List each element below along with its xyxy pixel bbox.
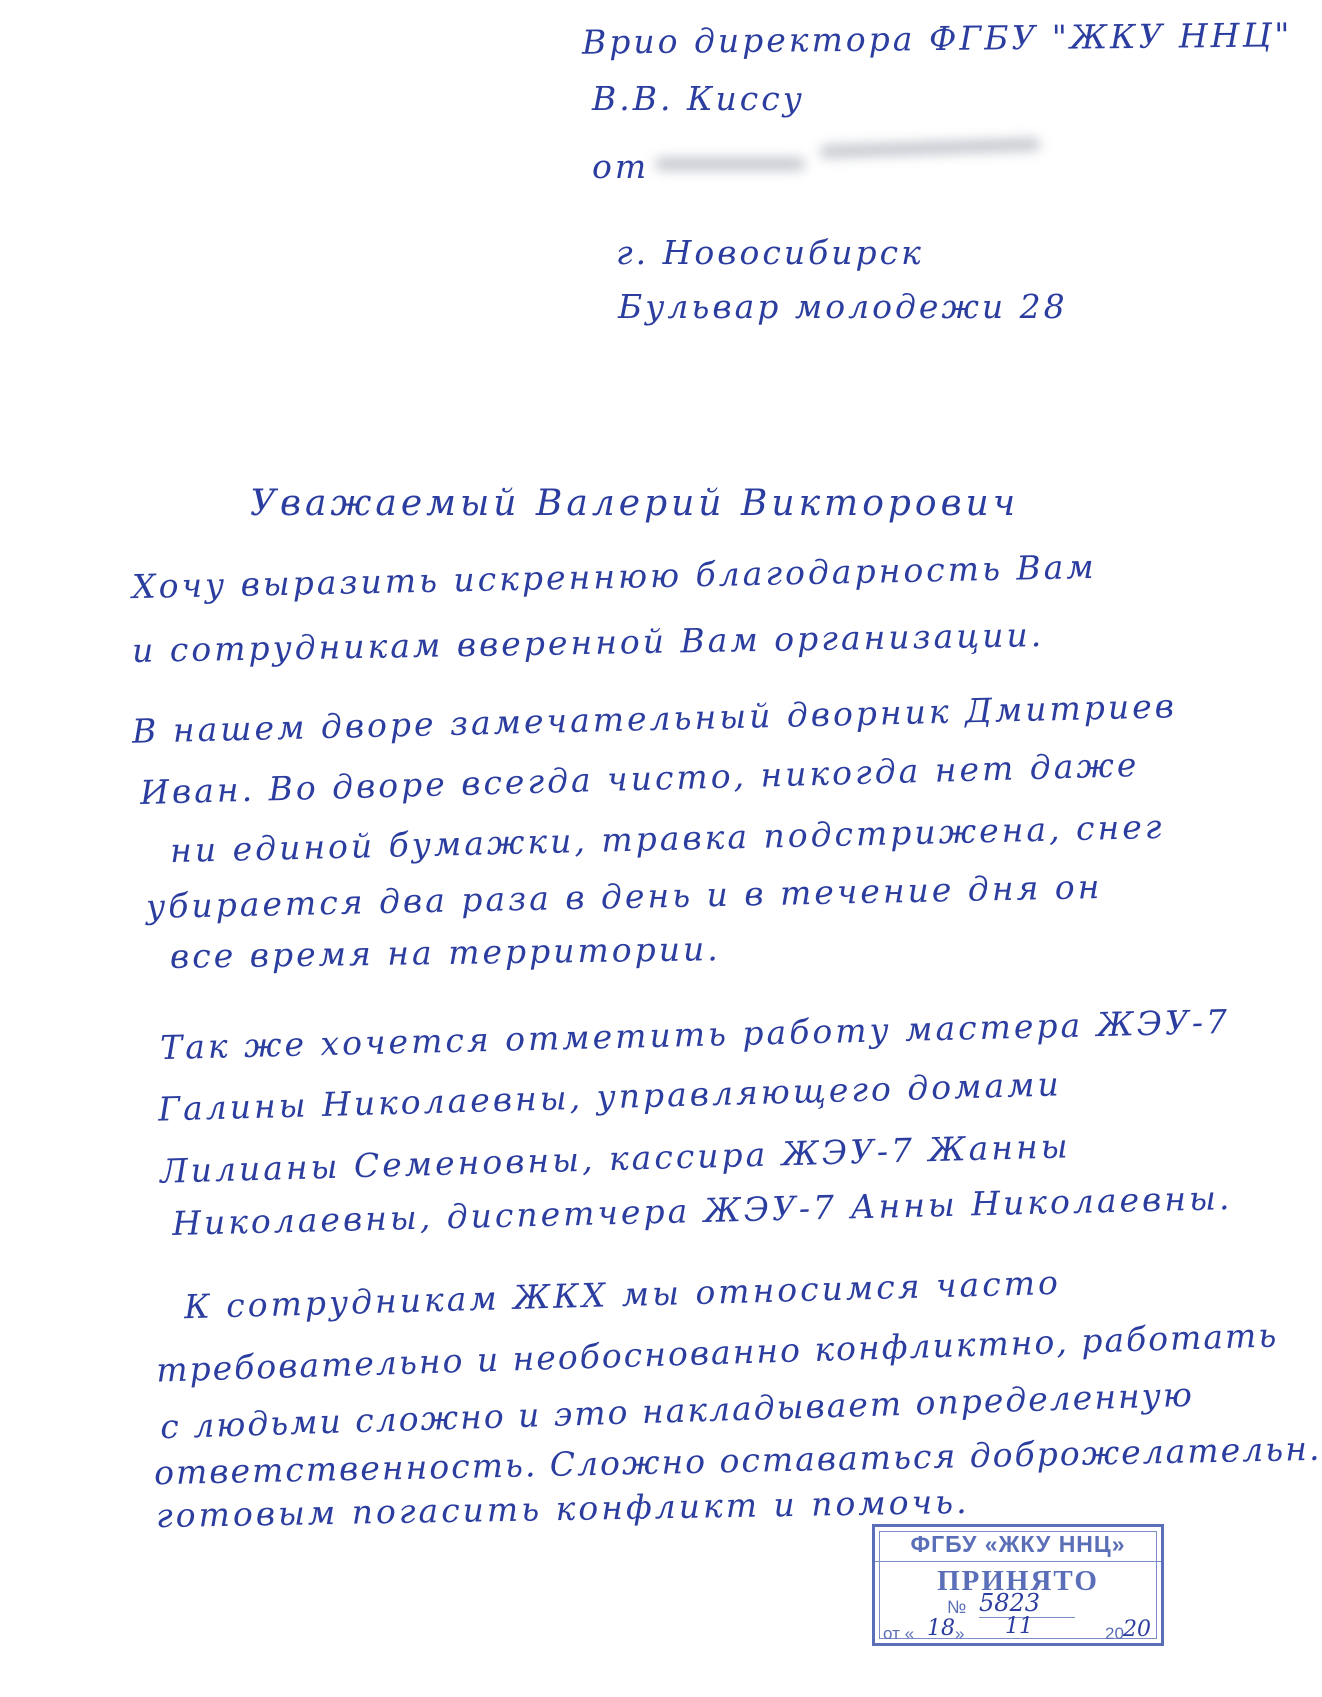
stamp-title: ПРИНЯТО [937, 1565, 1099, 1597]
paragraph-4-line-1: К сотрудникам ЖКХ мы относимся часто [183, 1262, 1062, 1327]
received-stamp [872, 1524, 1164, 1646]
paragraph-3-line-2: Галины Николаевны, управляющего домами [157, 1064, 1063, 1129]
paragraph-1-line-1: Хочу выразить искреннюю благодарность Вам [131, 546, 1098, 607]
paragraph-4-line-5: готовым погасить конфликт и помочь. [155, 1481, 970, 1536]
addressee-line-1: Врио директора ФГБУ "ЖКУ ННЦ" [581, 15, 1293, 62]
street-line: Бульвар молодежи 28 [618, 287, 1068, 326]
redacted-sender-name [655, 158, 805, 170]
redacted-sender-surname [820, 138, 1040, 158]
stamp-number-value: 5823 [979, 1589, 1075, 1618]
paragraph-3-line-4: Николаевны, диспетчера ЖЭУ-7 Анны Николаевны. [171, 1178, 1233, 1243]
stamp-year-value: 20 [1123, 1617, 1151, 1642]
paragraph-4-line-4: ответственность. Сложно оставаться доброжелательн. [153, 1428, 1322, 1493]
paragraph-4-line-2: требовательно и необоснованно конфликтно, работать [155, 1315, 1279, 1390]
city-line: г. Новосибирск [616, 233, 924, 272]
stamp-date-prefix: от « [883, 1624, 915, 1643]
paragraph-3-line-1: Так же хочется отметить работу мастера ЖЭУ-7 [159, 1001, 1231, 1068]
from-label: от [592, 147, 650, 186]
paragraph-1-line-2: и сотрудникам вверенной Вам организации. [131, 615, 1045, 670]
stamp-date-day-close: » [955, 1624, 965, 1643]
stamp-org: ФГБУ «ЖКУ ННЦ» [910, 1531, 1126, 1557]
paragraph-3-line-3: Лилианы Семеновны, кассира ЖЭУ-7 Жанны [159, 1126, 1072, 1191]
stamp-date-day: 18 [927, 1616, 955, 1641]
salutation: Уважаемый Валерий Викторович [250, 483, 1020, 524]
stamp-number-label: № [947, 1597, 967, 1617]
addressee-line-2: В.В. Киссу [592, 79, 805, 118]
stamp-year-prefix: 20 [1105, 1624, 1124, 1643]
stamp-date-row [883, 1614, 1153, 1644]
paragraph-2-line-3: ни единой бумажки, травка подстрижена, снег [169, 806, 1165, 871]
paragraph-2-line-2: Иван. Во дворе всегда чисто, никогда нет даже [139, 745, 1140, 812]
paragraph-4-line-3: с людьми сложно и это накладывает определенную [159, 1374, 1195, 1447]
stamp-divider [875, 1561, 1161, 1562]
paragraph-2-line-1: В нашем дворе замечательный дворник Дмитриев [131, 686, 1178, 751]
paragraph-2-line-5: все время на территории. [169, 929, 722, 976]
paragraph-2-line-4: убирается два раза в день и в течение дня он [145, 866, 1103, 927]
stamp-date-month: 11 [1005, 1614, 1033, 1639]
